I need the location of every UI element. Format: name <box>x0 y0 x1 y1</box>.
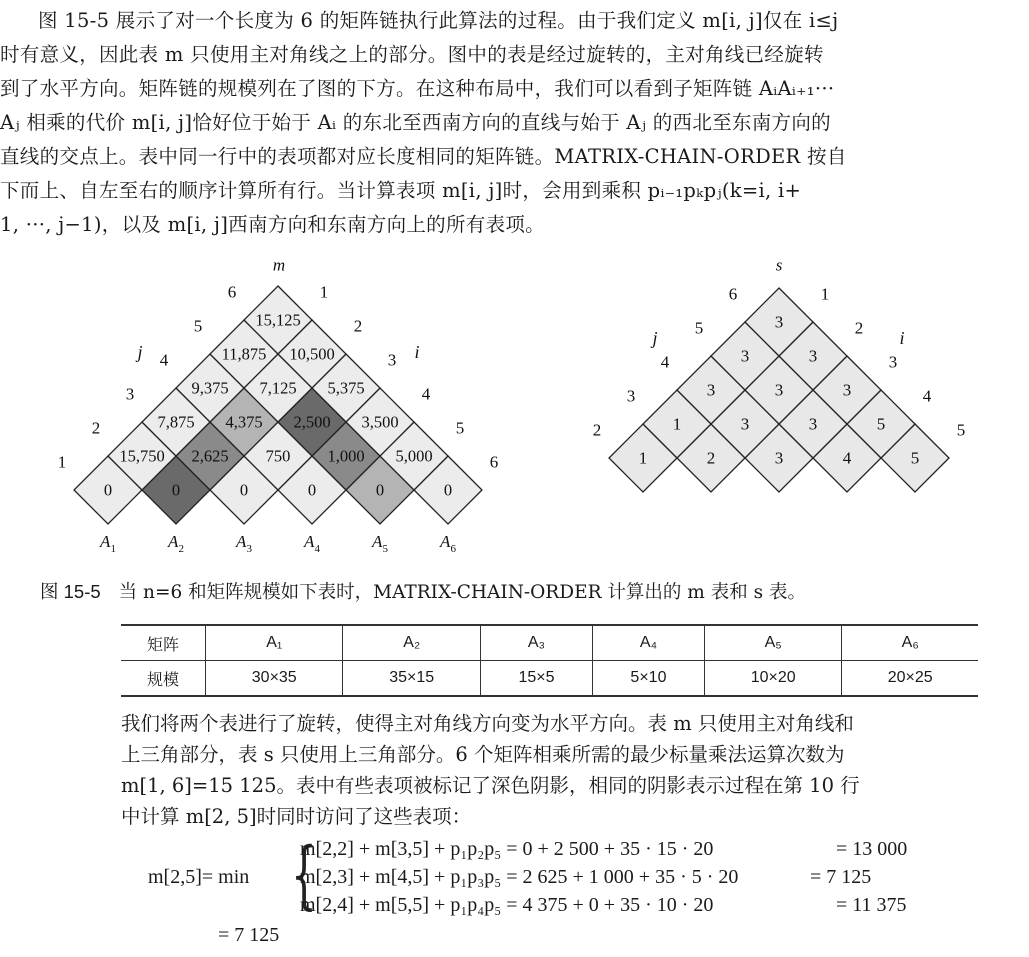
s-table-title: s <box>775 255 783 275</box>
intro-line: 图 15-5 展示了对一个长度为 6 的矩阵链执行此算法的过程。由于我们定义 m[i, j]仅在 i≤j <box>38 9 839 32</box>
intro-line: 直线的交点上。表中同一行中的表项都对应长度相同的矩阵链。MATRIX-CHAIN-ORDER 按自 <box>0 145 847 168</box>
equation-case-expr: m[2,2] + m[3,5] + p₁p₂p₅ = 0 + 2 500 + 35 · 15 · 20 <box>300 838 714 860</box>
m-cell-value: 3,500 <box>361 412 399 432</box>
s-cell-value: 3 <box>740 346 750 366</box>
matrix-cell: A₆ <box>842 625 978 661</box>
m-cell-value: 2,500 <box>293 412 331 432</box>
matrix-label: $A_1$ <box>100 532 116 555</box>
m-cell-value: 2,625 <box>191 446 229 466</box>
i-index-label: 3 <box>387 350 397 370</box>
i-index-label: 1 <box>820 284 830 304</box>
axis-i-label: i <box>899 328 905 348</box>
matrix-cell: A₁ <box>206 625 343 661</box>
matrix-label: $A_3$ <box>236 532 252 555</box>
m-table-title: m <box>272 255 286 275</box>
i-index-label: 5 <box>455 418 465 438</box>
equation-final: = 7 125 <box>218 924 280 946</box>
intro-line: 时有意义，因此表 m 只使用主对角线之上的部分。图中的表是经过旋转的，主对角线已经旋转 <box>0 43 824 66</box>
j-index-label: 5 <box>694 318 704 338</box>
matrix-label: $A_4$ <box>304 532 320 555</box>
m-cell-value: 0 <box>443 480 453 500</box>
m-cell-value: 750 <box>265 446 291 466</box>
s-cell-value: 4 <box>842 448 852 468</box>
m-cell-value: 0 <box>103 480 113 500</box>
equation-case-result: = 11 375 <box>836 894 907 916</box>
axis-j-label: j <box>137 342 143 362</box>
i-index-label: 2 <box>353 316 363 336</box>
m-cell-value: 7,875 <box>157 412 195 432</box>
figure-caption <box>40 578 806 604</box>
equation-case-result: = 13 000 <box>836 838 908 860</box>
s-cell-value: 3 <box>706 380 716 400</box>
matrix-label: $A_5$ <box>372 532 388 555</box>
s-cell-value: 3 <box>774 312 784 332</box>
header-label: 矩阵 <box>121 625 206 661</box>
i-index-label: 5 <box>956 420 966 440</box>
m-cell-value: 10,500 <box>289 344 335 364</box>
equation-case-expr: m[2,3] + m[4,5] + p₁p₃p₅ = 2 625 + 1 000 + 35 · 5 · 20 <box>300 866 739 888</box>
m-cell-value: 5,375 <box>327 378 365 398</box>
j-index-label: 6 <box>227 282 237 302</box>
matrix-cell: A₅ <box>704 625 841 661</box>
matrix-cell: A₃ <box>480 625 592 661</box>
m-cell-value: 11,875 <box>221 344 267 364</box>
left-brace-icon: { <box>291 832 317 918</box>
intro-paragraph <box>0 4 1029 242</box>
i-index-label: 4 <box>421 384 431 404</box>
axis-j-label: j <box>652 328 658 348</box>
intro-line: 到了水平方向。矩阵链的规模列在了图的下方。在这种布局中，我们可以看到子矩阵链 AᵢAᵢ₊₁··· <box>0 77 835 100</box>
s-cell-value: 3 <box>842 380 852 400</box>
s-cell-value: 3 <box>808 414 818 434</box>
i-index-label: 3 <box>888 352 898 372</box>
equation-lhs: m[2,5]= min <box>148 866 250 888</box>
s-cell-value: 3 <box>808 346 818 366</box>
j-index-label: 3 <box>125 384 135 404</box>
equation-case-result: = 7 125 <box>810 866 872 888</box>
caption-number: 图 15-5 <box>40 581 101 602</box>
s-cell-value: 3 <box>774 448 784 468</box>
s-cell-value: 5 <box>876 414 886 434</box>
m-cell-value: 0 <box>239 480 249 500</box>
table-header-row <box>121 625 978 661</box>
m-cell-value: 0 <box>375 480 385 500</box>
explanation-line: 中计算 m[2, 5]时同时访问了这些表项： <box>121 805 472 828</box>
figure-m-s-tables <box>0 250 1029 570</box>
dimension-cell: 15×5 <box>480 661 592 697</box>
i-index-label: 2 <box>854 318 864 338</box>
m-cell-value: 0 <box>307 480 317 500</box>
explanation-line: m[1, 6]=15 125。表中有些表项被标记了深色阴影，相同的阴影表示过程在第 10 行 <box>121 774 860 797</box>
m-cell-value: 7,125 <box>259 378 297 398</box>
matrix-dimensions-table <box>121 624 978 697</box>
s-cell-value: 3 <box>740 414 750 434</box>
m-table-diagram <box>58 256 499 556</box>
s-cell-value: 1 <box>638 448 648 468</box>
intro-line: 1, ···, j−1)，以及 m[i, j]西南方向和东南方向上的所有表项。 <box>0 213 545 236</box>
j-index-label: 2 <box>91 418 101 438</box>
i-index-label: 6 <box>489 452 499 472</box>
s-cell-value: 5 <box>910 448 920 468</box>
axis-i-label: i <box>414 342 420 362</box>
explanation-line: 上三角部分，表 s 只使用上三角部分。6 个矩阵相乘所需的最少标量乘法运算次数为 <box>121 743 845 766</box>
j-index-label: 4 <box>660 352 670 372</box>
s-cell-value: 3 <box>774 380 784 400</box>
m-cell-value: 4,375 <box>225 412 263 432</box>
intro-line: 下而上、自左至右的顺序计算所有行。当计算表项 m[i, j]时，会用到乘积 pᵢ₋₁pₖpⱼ(k=i, i+ <box>0 179 802 202</box>
s-table-diagram <box>593 256 966 493</box>
matrix-cell: A₄ <box>592 625 704 661</box>
equation-case-expr: m[2,4] + m[5,5] + p₁p₄p₅ = 4 375 + 0 + 35 · 10 · 20 <box>300 894 714 916</box>
m-cell-value: 9,375 <box>191 378 229 398</box>
m-cell-value: 15,750 <box>119 446 165 466</box>
m-cell-value: 5,000 <box>395 446 433 466</box>
dimension-cell: 30×35 <box>206 661 343 697</box>
i-index-label: 1 <box>319 282 329 302</box>
matrix-label: $A_2$ <box>168 532 184 555</box>
m-cell-value: 1,000 <box>327 446 365 466</box>
m-cell-value: 15,125 <box>255 310 301 330</box>
explanation-line: 我们将两个表进行了旋转，使得主对角线方向变为水平方向。表 m 只使用主对角线和 <box>121 712 854 735</box>
dimension-cell: 5×10 <box>592 661 704 697</box>
j-index-label: 4 <box>159 350 169 370</box>
explanation-paragraph <box>121 708 860 832</box>
dimension-cell: 20×25 <box>842 661 978 697</box>
j-index-label: 2 <box>592 420 602 440</box>
matrix-label: $A_6$ <box>440 532 456 555</box>
j-index-label: 6 <box>728 284 738 304</box>
dimension-cell: 35×15 <box>343 661 480 697</box>
m-cell-value: 0 <box>171 480 181 500</box>
intro-line: Aⱼ 相乘的代价 m[i, j]恰好位于始于 Aᵢ 的东北至西南方向的直线与始于 Aⱼ 的西北至东南方向的 <box>0 111 831 134</box>
table-row <box>121 661 978 697</box>
s-cell-value: 2 <box>706 448 716 468</box>
i-index-label: 4 <box>922 386 932 406</box>
j-index-label: 1 <box>57 452 67 472</box>
j-index-label: 3 <box>626 386 636 406</box>
row-label: 规模 <box>121 661 206 697</box>
j-index-label: 5 <box>193 316 203 336</box>
s-cell-value: 1 <box>672 414 682 434</box>
matrix-cell: A₂ <box>343 625 480 661</box>
dimension-cell: 10×20 <box>704 661 841 697</box>
caption-text: 当 n=6 和矩阵规模如下表时，MATRIX-CHAIN-ORDER 计算出的 m 表和 s 表。 <box>118 582 806 603</box>
